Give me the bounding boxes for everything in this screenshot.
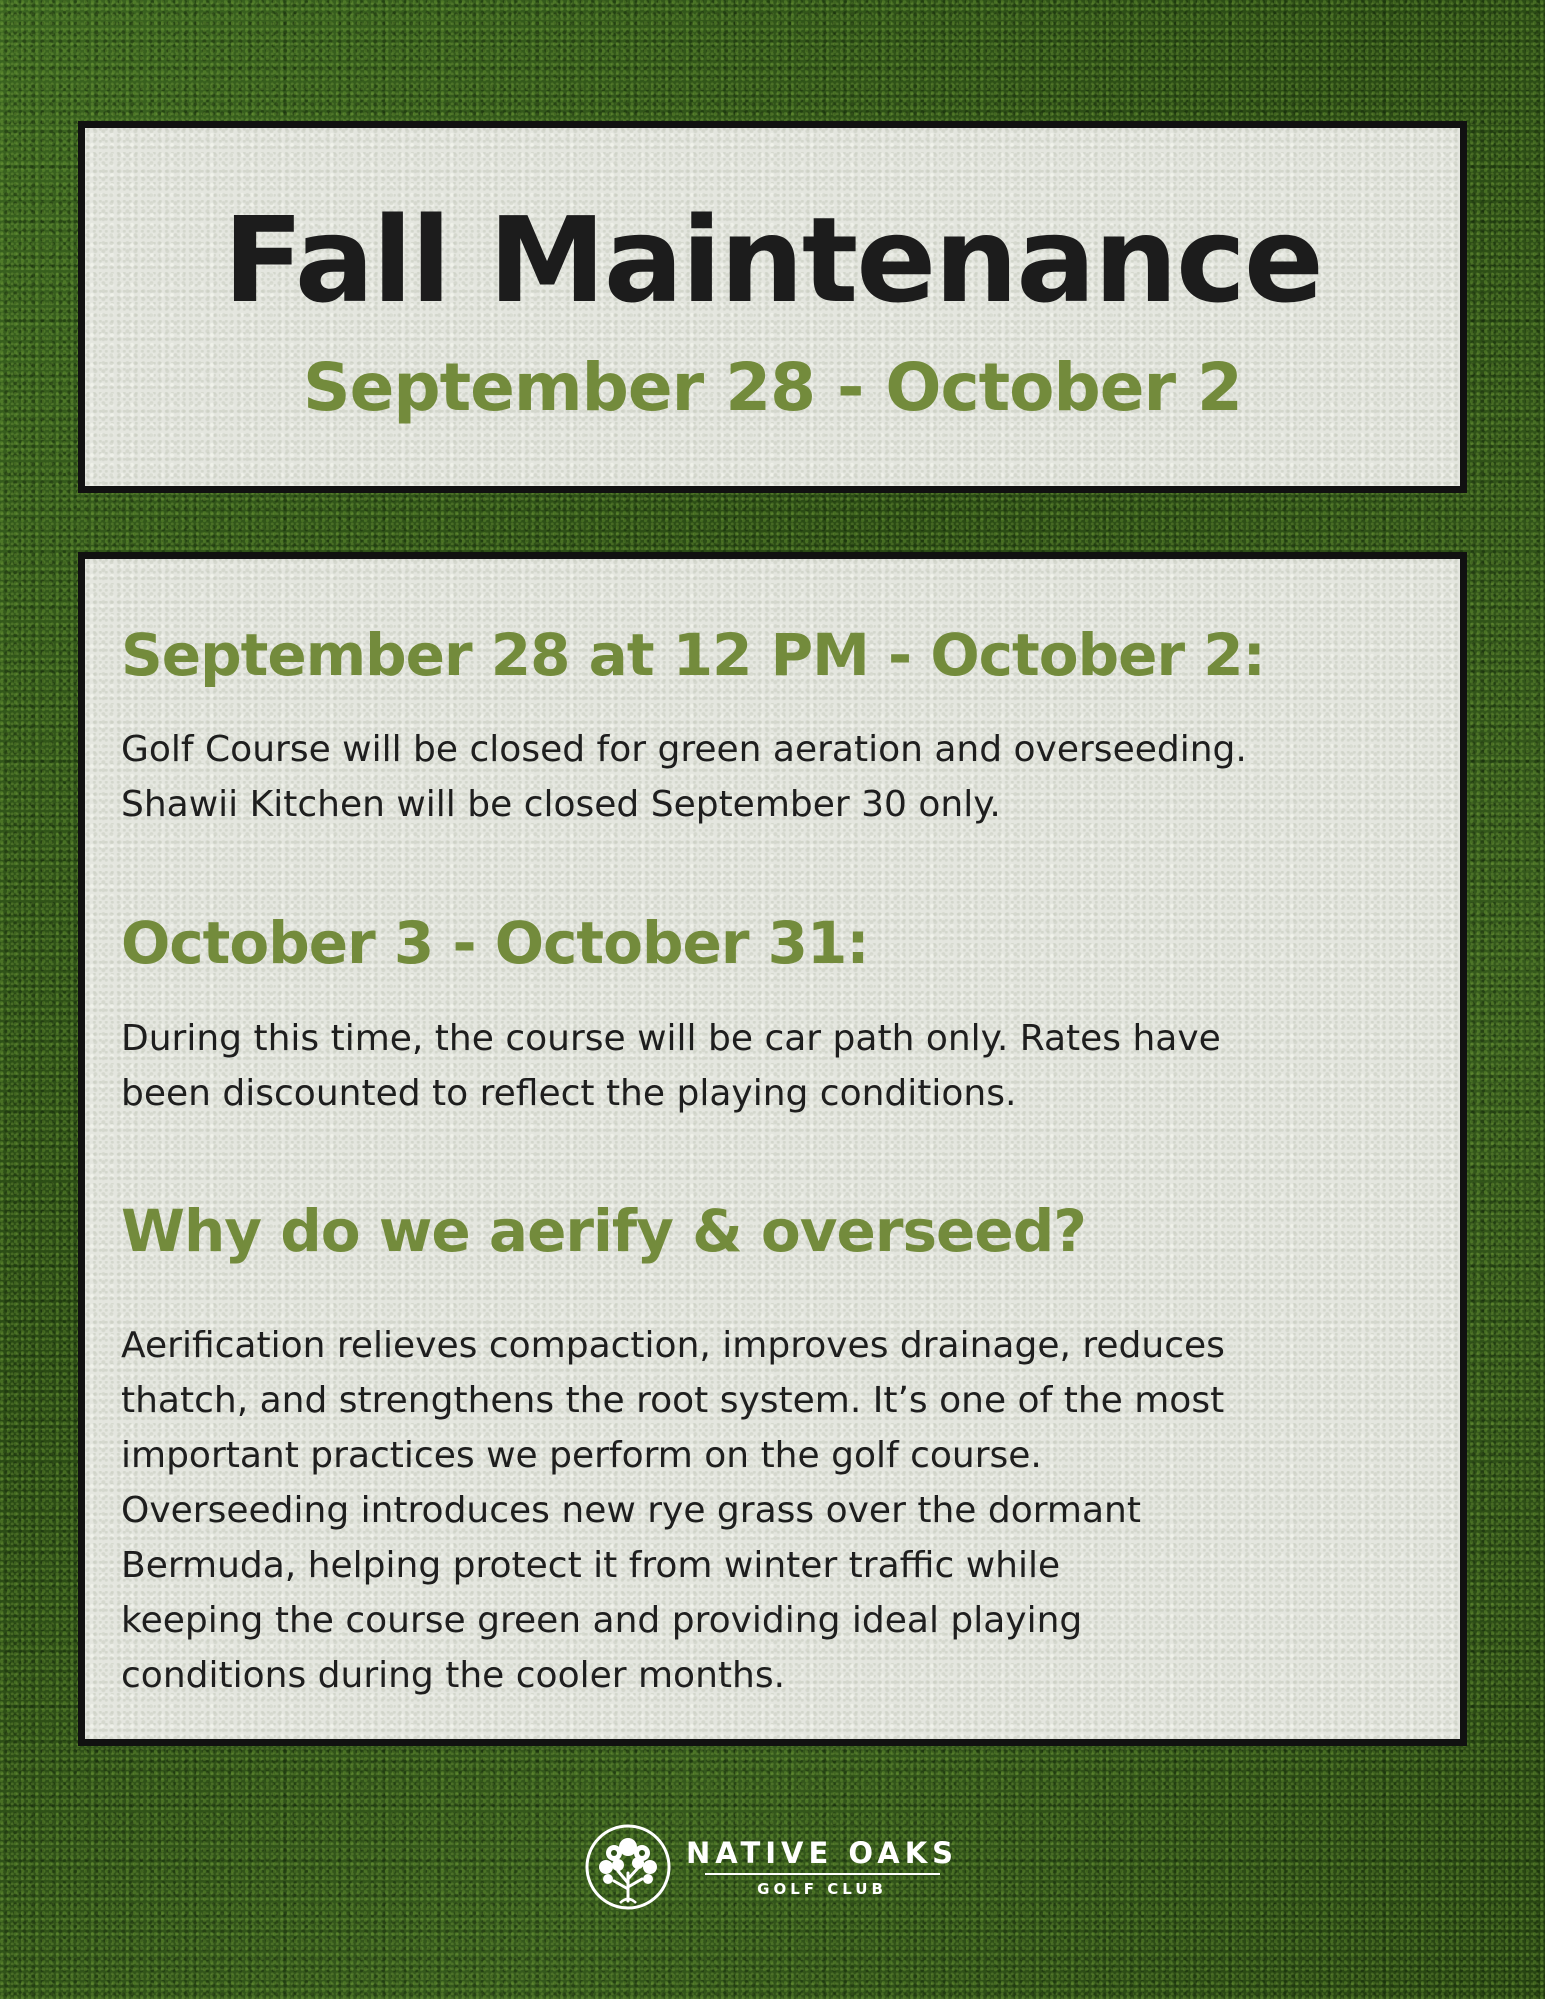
text-line: Shawii Kitchen will be closed September 30 only. xyxy=(121,784,1001,825)
why-aerify-heading: Why do we aerify & overseed? xyxy=(121,1197,1086,1265)
logo-name: NATIVE OAKS xyxy=(686,1836,959,1870)
text-line: important practices we perform on the golf course. xyxy=(121,1435,1042,1476)
closure-period-text xyxy=(121,722,1441,832)
cart-path-period-heading: October 3 - October 31: xyxy=(121,909,869,977)
text-line: thatch, and strengthens the root system. It’s one of the most xyxy=(121,1380,1225,1421)
club-logo xyxy=(584,1822,958,1912)
text-line: Aerification relieves compaction, improves drainage, reduces xyxy=(121,1325,1225,1366)
text-line: During this time, the course will be car path only. Rates have xyxy=(121,1018,1221,1059)
text-line: Overseeding introduces new rye grass over the dormant xyxy=(121,1490,1141,1531)
date-range-subtitle: September 28 - October 2 xyxy=(303,349,1242,426)
text-line: conditions during the cooler months. xyxy=(121,1655,786,1696)
closure-period-heading: September 28 at 12 PM - October 2: xyxy=(121,621,1265,689)
cart-path-period-text xyxy=(121,1011,1441,1121)
text-line: been discounted to reflect the playing conditions. xyxy=(121,1073,1017,1114)
text-line: Bermuda, helping protect it from winter traffic while xyxy=(121,1545,1061,1586)
why-aerify-text xyxy=(121,1318,1441,1703)
header-panel xyxy=(78,121,1467,493)
page-title: Fall Maintenance xyxy=(223,191,1322,329)
text-line: keeping the course green and providing ideal playing xyxy=(121,1600,1083,1641)
text-line: Golf Course will be closed for green aeration and overseeding. xyxy=(121,729,1247,770)
logo-wordmark xyxy=(686,1836,958,1898)
logo-subtitle: GOLF CLUB xyxy=(757,1880,887,1898)
oak-tree-icon xyxy=(584,1823,672,1911)
content-panel xyxy=(78,552,1467,1746)
logo-divider xyxy=(705,1873,940,1875)
